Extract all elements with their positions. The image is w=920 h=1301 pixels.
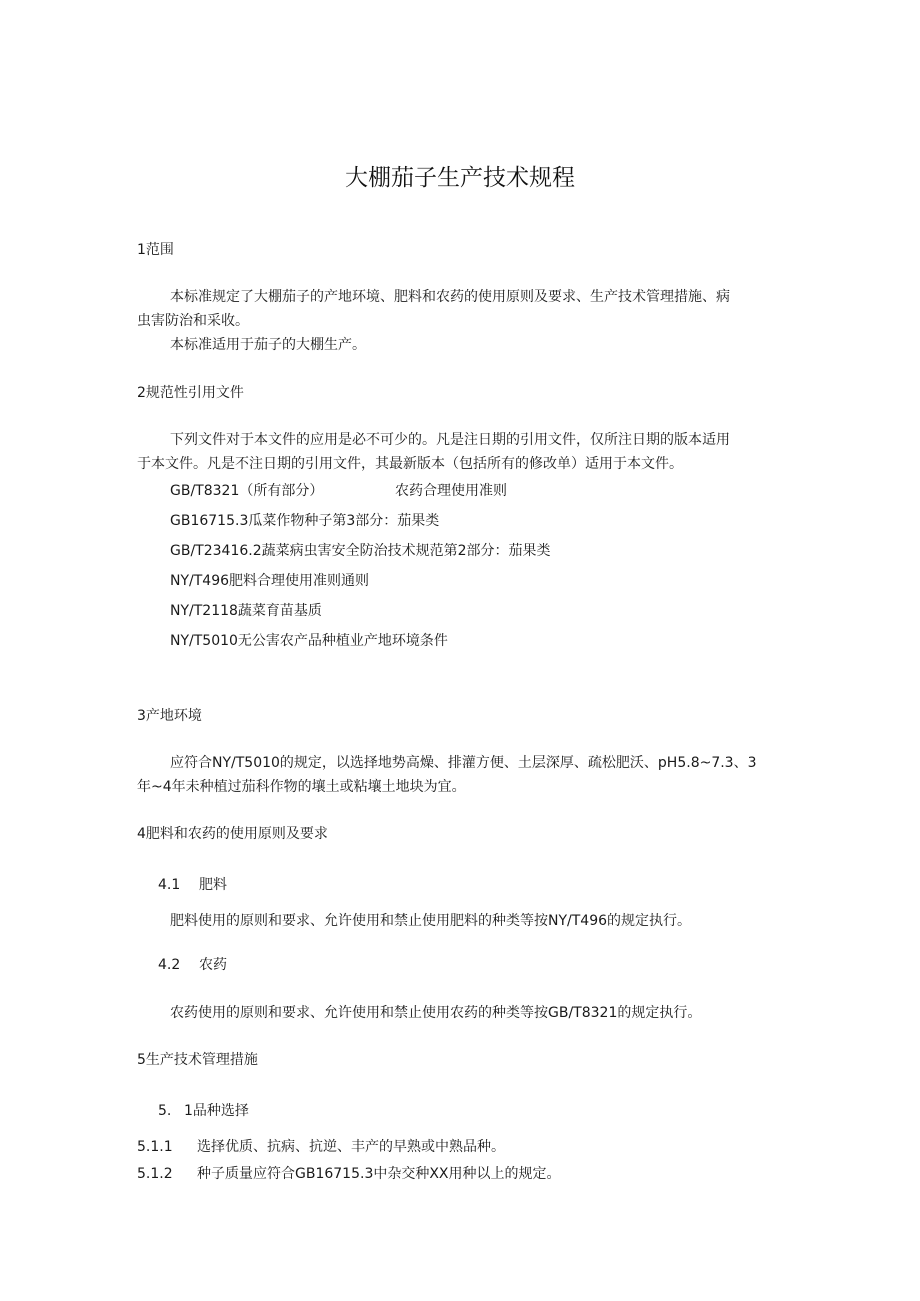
clause-number: 5.1.2 xyxy=(137,1166,173,1182)
section-2-paragraph-line: 于本文件。凡是不注日期的引用文件，其最新版本（包括所有的修改单）适用于本文件。 xyxy=(137,456,683,472)
reference-item: GB/T23416.2蔬菜病虫害安全防治技术规范第2部分：茄果类 xyxy=(170,543,551,559)
section-1-paragraph-line: 虫害防治和采收。 xyxy=(137,313,249,329)
subsection-text: 农药使用的原则和要求、允许使用和禁止使用农药的种类等按GB/T8321的规定执行。 xyxy=(170,1005,702,1021)
clause-number: 5.1.1 xyxy=(137,1139,173,1155)
section-5-heading: 5生产技术管理措施 xyxy=(137,1052,258,1068)
subsection-number: 4.1 xyxy=(158,877,181,893)
section-1-paragraph-line: 本标准规定了大棚茄子的产地环境、肥料和农药的使用原则及要求、生产技术管理措施、病 xyxy=(170,289,730,305)
reference-item: NY/T496肥料合理使用准则通则 xyxy=(170,573,370,589)
document-title: 大棚茄子生产技术规程 xyxy=(345,165,575,191)
reference-item: NY/T2118蔬菜育苗基质 xyxy=(170,603,322,619)
section-3-heading: 3产地环境 xyxy=(137,708,202,724)
reference-item: GB16715.3瓜菜作物种子第3部分：茄果类 xyxy=(170,513,440,529)
section-1-paragraph-2: 本标准适用于茄子的大棚生产。 xyxy=(170,337,366,353)
section-1-heading: 1范围 xyxy=(137,242,174,258)
subsection-text: 肥料使用的原则和要求、允许使用和禁止使用肥料的种类等按NY/T496的规定执行。 xyxy=(170,913,692,929)
subsection-title: 1品种选择 xyxy=(184,1103,249,1119)
section-2-paragraph-line: 下列文件对于本文件的应用是必不可少的。凡是注日期的引用文件，仅所注日期的版本适用 xyxy=(170,432,730,448)
section-3-paragraph-line: 应符合NY/T5010的规定，以选择地势高燥、排灌方便、土层深厚、疏松肥沃、pH5.8~7.3、3 xyxy=(170,755,757,771)
reference-item: NY/T5010无公害农产品种植业产地环境条件 xyxy=(170,633,448,649)
reference-code: GB/T8321（所有部分） xyxy=(170,483,324,499)
reference-title: 农药合理使用准则 xyxy=(395,483,507,499)
clause-text: 选择优质、抗病、抗逆、丰产的早熟或中熟品种。 xyxy=(197,1139,505,1155)
section-4-heading: 4肥料和农药的使用原则及要求 xyxy=(137,826,328,842)
section-2-heading: 2规范性引用文件 xyxy=(137,385,244,401)
subsection-number: 4.2 xyxy=(158,957,181,973)
clause-text: 种子质量应符合GB16715.3中杂交种XX用种以上的规定。 xyxy=(197,1166,561,1182)
subsection-number: 5. xyxy=(158,1103,172,1119)
subsection-title: 肥料 xyxy=(199,877,227,893)
subsection-title: 农药 xyxy=(199,957,227,973)
section-3-paragraph-line: 年~4年未种植过茄科作物的壤土或粘壤土地块为宜。 xyxy=(137,779,466,795)
